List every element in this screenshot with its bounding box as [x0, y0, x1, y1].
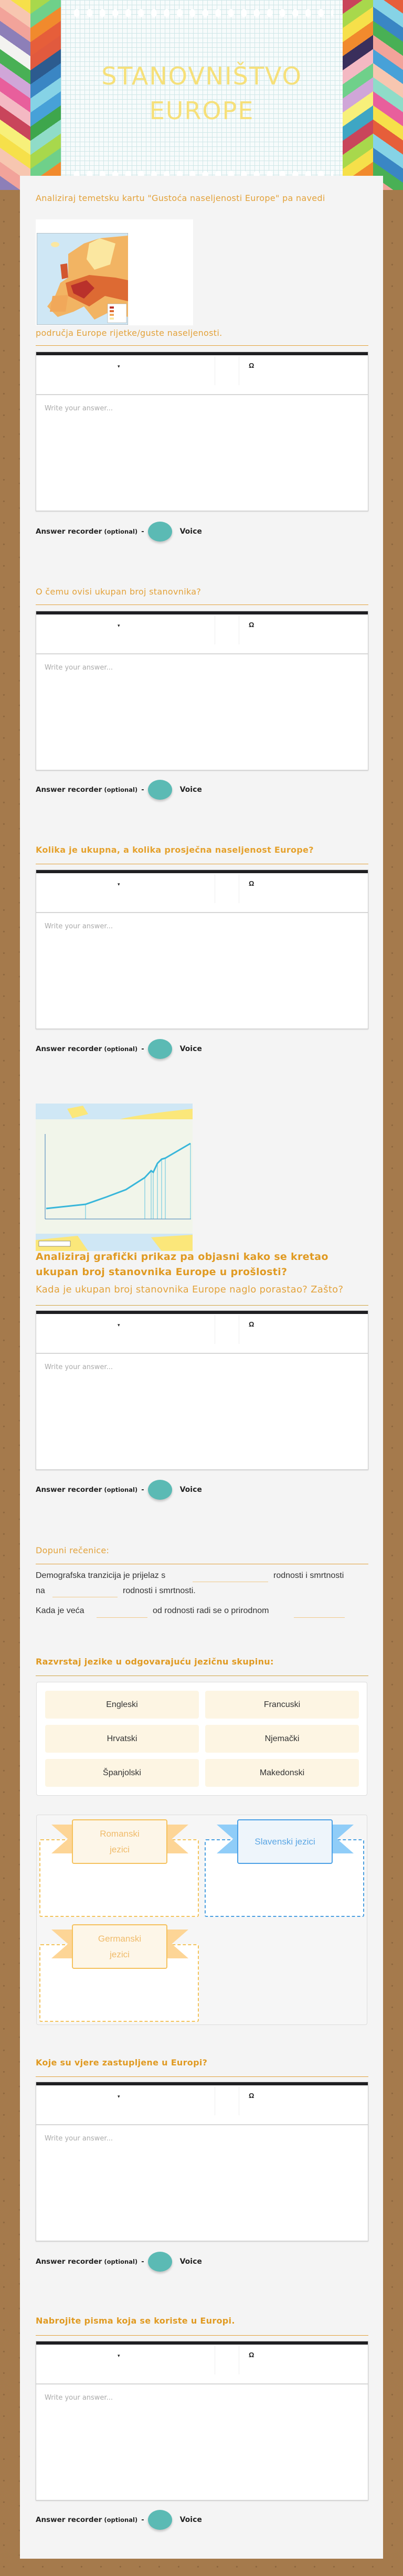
recorder-dash: -	[141, 527, 144, 536]
answer-recorder	[36, 1038, 202, 1059]
recorder-optional: (optional)	[104, 2516, 138, 2524]
record-button[interactable]	[148, 1480, 172, 1500]
editor-toolbar	[36, 611, 368, 654]
editor-toolbar	[36, 2341, 368, 2384]
format-dropdown-caret-icon[interactable]: ▾	[118, 1322, 120, 1328]
sentence-text: na	[36, 1586, 45, 1595]
category-label-romanski: Romanski jezici	[72, 1819, 167, 1864]
divider	[36, 2335, 368, 2336]
blank-input-1[interactable]	[193, 1571, 268, 1582]
divider	[36, 1305, 368, 1306]
editor-toolbar	[36, 352, 368, 395]
answer-editor-3	[36, 870, 368, 1029]
question-4-subtitle: Kada je ukupan broj stanovnika Europe naglo porastao? Zašto?	[36, 1284, 344, 1295]
recorder-voice-label: Voice	[179, 527, 202, 536]
record-button[interactable]	[148, 780, 172, 800]
draggable-items-pool	[36, 1682, 367, 1796]
answer-input[interactable]	[36, 654, 368, 770]
recorder-optional: (optional)	[104, 528, 138, 535]
recorder-optional: (optional)	[104, 2258, 138, 2265]
editor-toolbar	[36, 2082, 368, 2125]
special-character-icon[interactable]: Ω	[249, 2351, 254, 2359]
answer-input[interactable]	[36, 395, 368, 511]
question-1-caption: područja Europe rijetke/guste naseljenosti.	[36, 328, 222, 338]
question-5-title: Koje su vjere zastupljene u Europi?	[36, 2058, 208, 2068]
category-drop-area	[36, 1815, 367, 2025]
population-density-map	[36, 219, 193, 325]
answer-editor-4	[36, 1310, 368, 1470]
drag-item[interactable]: Engleski	[45, 1691, 199, 1719]
format-dropdown-caret-icon[interactable]: ▾	[118, 623, 120, 628]
page-title-line1: STANOVNIŠTVO	[101, 62, 302, 90]
editor-toolbar	[36, 870, 368, 913]
answer-input[interactable]	[36, 1354, 368, 1469]
record-button[interactable]	[148, 522, 172, 542]
answer-editor-2	[36, 611, 368, 770]
answer-recorder	[36, 1479, 202, 1500]
header-pattern-right	[343, 0, 403, 190]
answer-editor-1	[36, 352, 368, 511]
recorder-optional: (optional)	[104, 1045, 138, 1053]
record-button[interactable]	[148, 1039, 172, 1059]
question-6-title: Nabrojite pisma koja se koriste u Europi.	[36, 2316, 235, 2326]
recorder-dash: -	[141, 2257, 144, 2266]
question-1-title: Analiziraj temetsku kartu "Gustoća naseljenosti Europe" pa navedi	[36, 193, 325, 203]
divider	[36, 345, 368, 346]
divider	[36, 2076, 368, 2077]
special-character-icon[interactable]: Ω	[249, 1320, 254, 1328]
special-character-icon[interactable]: Ω	[249, 362, 254, 369]
recorder-label: Answer recorder	[36, 527, 102, 536]
drag-item[interactable]: Njemački	[205, 1725, 359, 1753]
recorder-voice-label: Voice	[179, 2257, 202, 2266]
drag-item[interactable]: Francuski	[205, 1691, 359, 1719]
question-4-title: Analiziraj grafički prikaz pa objasni kako se kretao ukupan broj stanovnika Europe u prošlosti?	[36, 1251, 328, 1278]
record-button[interactable]	[148, 2252, 172, 2272]
population-growth-graph-image	[36, 1104, 193, 1251]
europe-density-map-image	[37, 233, 128, 325]
recorder-dash: -	[141, 786, 144, 794]
recorder-voice-label: Voice	[179, 786, 202, 794]
editor-toolbar	[36, 1311, 368, 1354]
sentence-text: rodnosti i smrtnosti.	[123, 1586, 196, 1595]
question-2-title: O čemu ovisi ukupan broj stanovnika?	[36, 587, 202, 597]
record-button[interactable]	[148, 2510, 172, 2530]
special-character-icon[interactable]: Ω	[249, 2092, 254, 2100]
answer-editor-5	[36, 2082, 368, 2241]
blank-input-2[interactable]	[52, 1586, 118, 1597]
recorder-voice-label: Voice	[179, 1486, 202, 1494]
header-banner	[61, 0, 343, 190]
format-dropdown-caret-icon[interactable]: ▾	[118, 364, 120, 369]
recorder-voice-label: Voice	[179, 1045, 202, 1053]
fill-in-title: Dopuni rečenice:	[36, 1545, 110, 1555]
format-dropdown-caret-icon[interactable]: ▾	[118, 882, 120, 887]
answer-input[interactable]	[36, 913, 368, 1029]
header-pattern-left	[0, 0, 61, 190]
sentence-text: rodnosti i smrtnosti	[273, 1571, 344, 1580]
sentence-text: Demografska tranzicija je prijelaz s	[36, 1571, 166, 1580]
recorder-label: Answer recorder	[36, 2516, 102, 2524]
drag-item[interactable]: Španjolski	[45, 1759, 199, 1787]
blank-input-4[interactable]	[294, 1606, 345, 1618]
recorder-label: Answer recorder	[36, 1486, 102, 1494]
recorder-optional: (optional)	[104, 1486, 138, 1493]
answer-editor-6	[36, 2341, 368, 2500]
recorder-optional: (optional)	[104, 786, 138, 793]
question-3-title: Kolika je ukupna, a kolika prosječna naseljenost Europe?	[36, 845, 314, 855]
recorder-label: Answer recorder	[36, 786, 102, 794]
answer-input[interactable]	[36, 2125, 368, 2241]
answer-recorder	[36, 2251, 202, 2272]
blank-input-3[interactable]	[97, 1606, 147, 1618]
drag-item[interactable]: Makedonski	[205, 1759, 359, 1787]
sentence-text: Kada je veća	[36, 1606, 84, 1615]
answer-recorder	[36, 779, 202, 800]
page-title-line2: EUROPE	[149, 97, 254, 125]
special-character-icon[interactable]: Ω	[249, 879, 254, 887]
recorder-label: Answer recorder	[36, 2257, 102, 2266]
drag-item[interactable]: Hrvatski	[45, 1725, 199, 1753]
answer-input[interactable]	[36, 2384, 368, 2500]
answer-recorder	[36, 521, 202, 542]
sentence-text: od rodnosti radi se o prirodnom	[153, 1606, 269, 1615]
answer-recorder	[36, 2509, 202, 2530]
recorder-dash: -	[141, 2516, 144, 2524]
recorder-label: Answer recorder	[36, 1045, 102, 1053]
category-label-germanski: Germanski jezici	[72, 1924, 167, 1969]
format-dropdown-caret-icon[interactable]: ▾	[118, 2094, 120, 2099]
sort-title: Razvrstaj jezike u odgovarajuću jezičnu skupinu:	[36, 1657, 274, 1667]
category-label-slavenski: Slavenski jezici	[237, 1819, 333, 1864]
special-character-icon[interactable]: Ω	[249, 621, 254, 629]
recorder-dash: -	[141, 1486, 144, 1494]
paper-holes-top	[70, 9, 333, 17]
recorder-dash: -	[141, 1045, 144, 1053]
recorder-voice-label: Voice	[179, 2516, 202, 2524]
format-dropdown-caret-icon[interactable]: ▾	[118, 2353, 120, 2358]
